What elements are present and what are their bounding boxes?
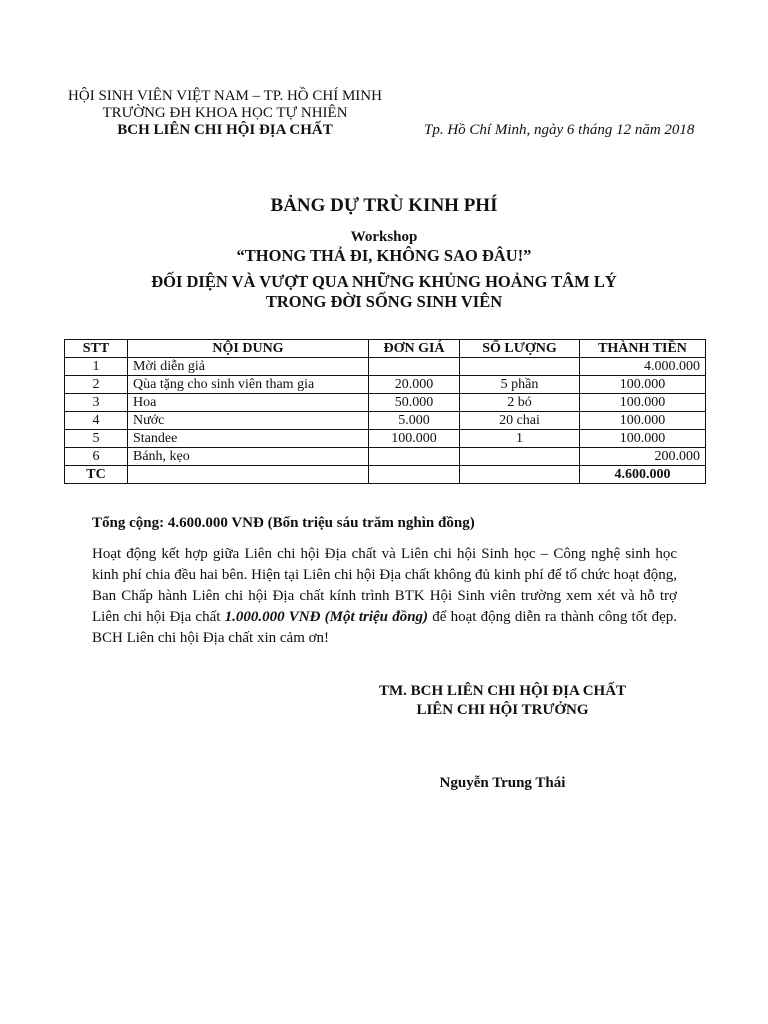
cell-unit-price: 5.000	[369, 412, 460, 430]
cell-unit-price: 50.000	[369, 394, 460, 412]
cell-unit-price	[369, 358, 460, 376]
paragraph-text: Hoạt động kết hợp giữa Liên chi hội Địa chất và Liên chi hội Sinh học – Công nghệ sinh học kinh phí chia đều hai bên. Hiện tại Liên chi hội Địa chất không đủ kinh phí để tổ chức hoạt động, Ban Chấp hành Liên chi hội Địa chất kính trình BTK Hội Sinh viên trường xem xét và hỗ trợ Liên chi hội Địa chất	[92, 546, 677, 625]
org-line-2: TRƯỜNG ĐH KHOA HỌC TỰ NHIÊN	[102, 105, 348, 121]
total-summary: Tổng cộng: 4.600.000 VNĐ (Bốn triệu sáu trăm nghìn đồng)	[92, 515, 475, 531]
cell-amount: 100.000	[580, 394, 706, 412]
table-row	[65, 376, 706, 394]
signer-name: Nguyễn Trung Thái	[439, 775, 566, 791]
cell-amount: 100.000	[580, 412, 706, 430]
cell-quantity: 2 bó	[460, 394, 580, 412]
cell-amount: 100.000	[580, 376, 706, 394]
request-paragraph	[92, 544, 677, 649]
event-label: Workshop	[350, 229, 418, 245]
cell-empty	[460, 466, 580, 484]
table-header-row	[65, 340, 706, 358]
org-line-1: HỘI SINH VIÊN VIỆT NAM – TP. HỒ CHÍ MINH	[68, 88, 382, 104]
total-value: 4.600.000	[580, 466, 706, 484]
table-row	[65, 358, 706, 376]
cell-content: Standee	[128, 430, 369, 448]
cell-unit-price: 100.000	[369, 430, 460, 448]
cell-quantity: 20 chai	[460, 412, 580, 430]
cell-stt: 2	[65, 376, 128, 394]
event-subtitle-line-2: TRONG ĐỜI SỐNG SINH VIÊN	[265, 292, 503, 311]
table-row	[65, 412, 706, 430]
org-line-3: BCH LIÊN CHI HỘI ĐỊA CHẤT	[117, 122, 333, 138]
cell-quantity	[460, 358, 580, 376]
cell-content: Bánh, kẹo	[128, 448, 369, 466]
budget-table	[64, 339, 706, 484]
table-row	[65, 448, 706, 466]
signature-title-1: TM. BCH LIÊN CHI HỘI ĐỊA CHẤT	[378, 683, 627, 699]
cell-empty	[369, 466, 460, 484]
table-total-row	[65, 466, 706, 484]
event-name: “THONG THẢ ĐI, KHÔNG SAO ĐÂU!”	[236, 246, 532, 265]
requested-amount: 1.000.000 VNĐ (Một triệu đồng)	[224, 609, 429, 625]
header-stt: STT	[65, 340, 128, 358]
cell-content: Nước	[128, 412, 369, 430]
total-label: TC	[65, 466, 128, 484]
cell-unit-price	[369, 448, 460, 466]
cell-empty	[128, 466, 369, 484]
header-unit-price: ĐƠN GIÁ	[369, 340, 460, 358]
paragraph-closing: để hoạt động diễn ra thành công tốt đẹp. BCH Liên chi hội Địa chất xin cảm ơn!	[92, 609, 677, 646]
cell-content: Hoa	[128, 394, 369, 412]
header-content: NỘI DUNG	[128, 340, 369, 358]
cell-content: Qùa tặng cho sinh viên tham gia	[128, 376, 369, 394]
cell-stt: 4	[65, 412, 128, 430]
cell-amount: 100.000	[580, 430, 706, 448]
cell-amount: 4.000.000	[580, 358, 706, 376]
cell-amount: 200.000	[580, 448, 706, 466]
signature-block	[300, 682, 705, 720]
signature-title-2: LIÊN CHI HỘI TRƯỞNG	[416, 702, 589, 718]
table-row	[65, 430, 706, 448]
document-date: Tp. Hồ Chí Minh, ngày 6 tháng 12 năm 2018	[424, 122, 695, 138]
cell-unit-price: 20.000	[369, 376, 460, 394]
cell-content: Mời diễn giả	[128, 358, 369, 376]
header-amount: THÀNH TIỀN	[580, 340, 706, 358]
document-title: BẢNG DỰ TRÙ KINH PHÍ	[270, 195, 498, 216]
organization-header	[30, 88, 420, 139]
cell-quantity	[460, 448, 580, 466]
cell-quantity: 5 phần	[460, 376, 580, 394]
cell-stt: 1	[65, 358, 128, 376]
table-row	[65, 394, 706, 412]
cell-stt: 5	[65, 430, 128, 448]
event-subtitle-line-1: ĐỐI DIỆN VÀ VƯỢT QUA NHỮNG KHỦNG HOẢNG TÂM LÝ	[151, 272, 617, 291]
cell-stt: 6	[65, 448, 128, 466]
cell-stt: 3	[65, 394, 128, 412]
header-quantity: SỐ LƯỢNG	[460, 340, 580, 358]
cell-quantity: 1	[460, 430, 580, 448]
